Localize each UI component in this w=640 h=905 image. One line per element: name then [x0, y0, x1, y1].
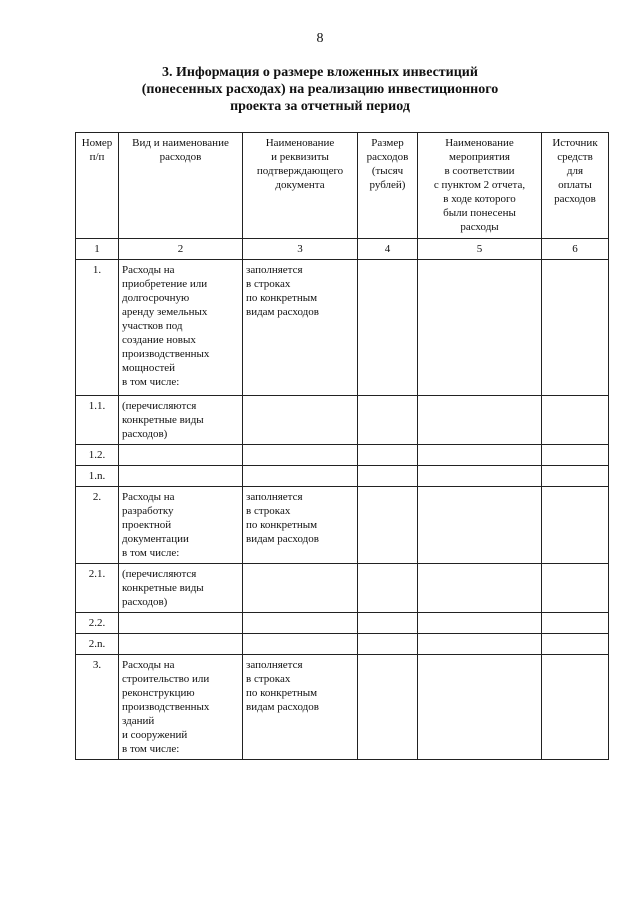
row-number: 3.: [76, 655, 119, 760]
document-info: [243, 445, 358, 466]
column-index: 5: [418, 239, 542, 260]
funding-source: [542, 564, 609, 613]
column-index: 2: [119, 239, 243, 260]
row-number: 1.n.: [76, 466, 119, 487]
document-info: [243, 466, 358, 487]
expense-type: (перечисляются конкретные виды расходов): [119, 396, 243, 445]
amount: [358, 260, 418, 396]
funding-source: [542, 655, 609, 760]
document-info: [243, 634, 358, 655]
amount: [358, 634, 418, 655]
row-number: 1.1.: [76, 396, 119, 445]
amount: [358, 564, 418, 613]
header-number: Номер п/п: [76, 133, 119, 239]
amount: [358, 396, 418, 445]
amount: [358, 487, 418, 564]
expense-type: [119, 613, 243, 634]
table-row: [76, 487, 609, 564]
title-line: проекта за отчетный период: [230, 99, 410, 114]
expense-type: [119, 466, 243, 487]
investment-expenses-table: [75, 132, 609, 760]
header-source: Источник средств для оплаты расходов: [542, 133, 609, 239]
document-info: заполняется в строках по конкретным видам расходов: [243, 487, 358, 564]
event-name: [418, 260, 542, 396]
event-name: [418, 396, 542, 445]
table-row: [76, 396, 609, 445]
row-number: 1.: [76, 260, 119, 396]
table-row: [76, 564, 609, 613]
event-name: [418, 613, 542, 634]
event-name: [418, 466, 542, 487]
row-number: 2.: [76, 487, 119, 564]
column-index-row: [76, 239, 609, 260]
section-title: [0, 64, 640, 115]
amount: [358, 445, 418, 466]
document-info: [243, 613, 358, 634]
table-row: [76, 260, 609, 396]
document-info: заполняется в строках по конкретным видам расходов: [243, 260, 358, 396]
amount: [358, 655, 418, 760]
table-row: [76, 613, 609, 634]
column-index: 6: [542, 239, 609, 260]
expense-type: Расходы на строительство или реконструкцию производственных зданий и сооружений в том числе:: [119, 655, 243, 760]
funding-source: [542, 487, 609, 564]
column-index: 3: [243, 239, 358, 260]
expense-type: Расходы на разработку проектной документации в том числе:: [119, 487, 243, 564]
row-number: 1.2.: [76, 445, 119, 466]
document-info: [243, 396, 358, 445]
row-number: 2.1.: [76, 564, 119, 613]
header-expense-type: Вид и наименование расходов: [119, 133, 243, 239]
event-name: [418, 634, 542, 655]
event-name: [418, 445, 542, 466]
document-info: [243, 564, 358, 613]
header-document: Наименование и реквизиты подтверждающего документа: [243, 133, 358, 239]
table-row: [76, 466, 609, 487]
header-amount: Размер расходов (тысяч рублей): [358, 133, 418, 239]
amount: [358, 613, 418, 634]
expense-type: Расходы на приобретение или долгосрочную аренду земельных участков под создание новых производственных мощностей в том числе:: [119, 260, 243, 396]
column-index: 4: [358, 239, 418, 260]
table-row: [76, 655, 609, 760]
funding-source: [542, 634, 609, 655]
header-event: Наименование мероприятия в соответствии с пунктом 2 отчета, в ходе которого были понесены расходы: [418, 133, 542, 239]
event-name: [418, 655, 542, 760]
row-number: 2.2.: [76, 613, 119, 634]
document-info: заполняется в строках по конкретным видам расходов: [243, 655, 358, 760]
event-name: [418, 564, 542, 613]
row-number: 2.n.: [76, 634, 119, 655]
table-row: [76, 445, 609, 466]
funding-source: [542, 466, 609, 487]
title-line: 3. Информация о размере вложенных инвестиций: [162, 65, 478, 80]
funding-source: [542, 613, 609, 634]
expense-type: [119, 445, 243, 466]
event-name: [418, 487, 542, 564]
funding-source: [542, 260, 609, 396]
expense-type: (перечисляются конкретные виды расходов): [119, 564, 243, 613]
funding-source: [542, 396, 609, 445]
table-row: [76, 634, 609, 655]
column-index: 1: [76, 239, 119, 260]
title-line: (понесенных расходах) на реализацию инвестиционного: [141, 82, 499, 97]
page-number: 8: [316, 31, 324, 46]
expense-type: [119, 634, 243, 655]
funding-source: [542, 445, 609, 466]
amount: [358, 466, 418, 487]
table-header-row: [76, 133, 609, 239]
